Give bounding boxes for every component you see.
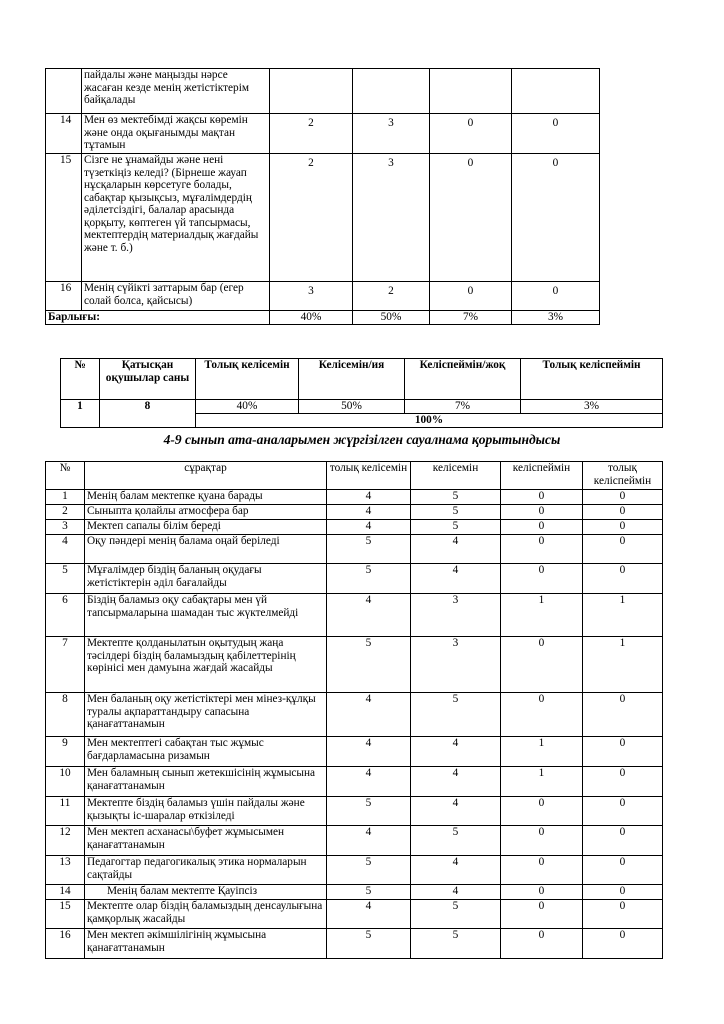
header-participants: Қатысқан оқушылар саны <box>100 359 196 400</box>
value-cell: 0 <box>512 154 600 282</box>
value-cell: 5 <box>327 535 411 564</box>
value-cell: 5 <box>327 797 411 826</box>
participants-count: 8 <box>100 400 196 428</box>
value-cell: 1 <box>501 594 583 637</box>
question-text: Педагогтар педагогикалық этика нормаларын сақтайды <box>85 856 327 885</box>
value-cell: 4 <box>411 564 501 594</box>
value-cell: 0 <box>501 929 583 959</box>
value-cell: 4 <box>411 856 501 885</box>
table-row <box>61 400 663 414</box>
value-cell: 2 <box>353 282 430 311</box>
value-cell: 0 <box>583 505 663 520</box>
table-row <box>46 797 663 826</box>
question-text: Мектепте біздің баламыз үшін пайдалы және қызықты іс-шаралар өткізіледі <box>85 797 327 826</box>
row-number: 10 <box>46 767 85 797</box>
row-number: 9 <box>46 737 85 767</box>
value-cell: 4 <box>327 767 411 797</box>
table-row <box>46 505 663 520</box>
value-cell: 0 <box>583 767 663 797</box>
header-row <box>46 462 663 490</box>
value-cell: 3 <box>411 594 501 637</box>
value-cell: 2 <box>270 154 353 282</box>
value-cell: 0 <box>430 154 512 282</box>
value-cell: 5 <box>411 693 501 737</box>
value-cell: 0 <box>583 826 663 856</box>
value-cell: 3 <box>353 114 430 154</box>
question-text: Менің балам мектепке қуана барады <box>85 490 327 505</box>
total-percent: 100% <box>196 414 663 428</box>
question-text: Сыныпта қолайлы атмосфера бар <box>85 505 327 520</box>
value-cell: 0 <box>501 637 583 693</box>
value-cell: 4 <box>327 505 411 520</box>
value-cell: 0 <box>583 737 663 767</box>
value-cell: 40% <box>196 400 299 414</box>
value-cell: 5 <box>327 856 411 885</box>
table-row <box>46 826 663 856</box>
total-row <box>46 311 600 325</box>
value-cell: 4 <box>327 594 411 637</box>
value-cell: 5 <box>411 929 501 959</box>
value-cell: 4 <box>327 520 411 535</box>
question-text: Мектепте олар біздің баламыздың денсаулығына қамқорлық жасайды <box>85 900 327 929</box>
row-number: 15 <box>46 154 82 282</box>
row-number: 1 <box>46 490 85 505</box>
header-fully-disagree: Толық келіспеймін <box>521 359 663 400</box>
header-questions: сұрақтар <box>85 462 327 490</box>
value-cell: 1 <box>583 594 663 637</box>
section-title: 4-9 сынып ата-аналарымен жүргізілген сауалнама қорытындысы <box>163 432 561 447</box>
survey-table-parents <box>45 461 663 959</box>
value-cell: 0 <box>583 535 663 564</box>
value-cell: 5 <box>327 564 411 594</box>
value-cell: 3% <box>521 400 663 414</box>
value-cell: 1 <box>583 637 663 693</box>
value-cell: 0 <box>512 282 600 311</box>
value-cell: 4 <box>411 535 501 564</box>
value-cell: 50% <box>299 400 405 414</box>
question-text: Мен мектептегі сабақтан тыс жұмыс бағдарламасына ризамын <box>85 737 327 767</box>
value-cell: 1 <box>501 737 583 767</box>
value-cell: 0 <box>501 856 583 885</box>
value-cell: 7% <box>405 400 521 414</box>
row-number: 4 <box>46 535 85 564</box>
header-disagree: Келіспеймін/жоқ <box>405 359 521 400</box>
question-text: Оқу пәндері менің балама оңай беріледі <box>85 535 327 564</box>
question-text: Менің сүйікті заттарым бар (егер солай болса, қайсысы) <box>82 282 270 311</box>
table-row <box>46 69 600 114</box>
value-cell: 4 <box>411 737 501 767</box>
row-number: 5 <box>46 564 85 594</box>
row-number <box>46 69 82 114</box>
question-text: Біздің баламыз оқу сабақтары мен үй тапсырмаларына шамадан тыс жүктелмейді <box>85 594 327 637</box>
question-text: Менің балам мектепте Қауіпсіз <box>85 885 327 900</box>
value-cell: 3 <box>411 637 501 693</box>
value-cell <box>430 69 512 114</box>
value-cell: 0 <box>583 797 663 826</box>
header-row <box>61 359 663 400</box>
question-text: Мұғалімдер біздің баланың оқудағы жетістіктерін әділ бағалайды <box>85 564 327 594</box>
table-row <box>46 693 663 737</box>
value-cell: 0 <box>501 490 583 505</box>
total-cell: 40% <box>270 311 353 325</box>
value-cell: 0 <box>583 885 663 900</box>
row-number: 8 <box>46 693 85 737</box>
table-row <box>46 520 663 535</box>
header-fully-agree: Толық келісемін <box>196 359 299 400</box>
value-cell: 0 <box>430 114 512 154</box>
value-cell: 4 <box>327 900 411 929</box>
table-row <box>46 900 663 929</box>
row-number: 14 <box>46 885 85 900</box>
value-cell <box>512 69 600 114</box>
question-text: Мектепте қолданылатын оқытудың жаңа тәсілдері біздің баламыздың қабілеттерінің көрінісі мен дамуына жағдай жасайды <box>85 637 327 693</box>
row-number: 7 <box>46 637 85 693</box>
question-text: Мен өз мектебімді жақсы көремін және онда оқығанымды мақтан тұтамын <box>82 114 270 154</box>
table-row <box>46 856 663 885</box>
question-text: пайдалы және маңызды нәрсе жасаған кезде менің жетістіктерім байқалады <box>82 69 270 114</box>
value-cell: 0 <box>583 856 663 885</box>
value-cell: 0 <box>583 929 663 959</box>
value-cell <box>353 69 430 114</box>
header-number: № <box>61 359 100 400</box>
value-cell: 4 <box>327 693 411 737</box>
value-cell: 1 <box>501 767 583 797</box>
header-agree: Келісемін/ия <box>299 359 405 400</box>
value-cell: 0 <box>501 900 583 929</box>
table-row <box>46 767 663 797</box>
value-cell: 0 <box>501 535 583 564</box>
row-number: 16 <box>46 282 82 311</box>
value-cell: 3 <box>270 282 353 311</box>
total-cell: 3% <box>512 311 600 325</box>
value-cell: 5 <box>327 885 411 900</box>
table-row <box>46 490 663 505</box>
total-cell: 50% <box>353 311 430 325</box>
table-row <box>46 282 600 311</box>
value-cell: 0 <box>501 826 583 856</box>
row-number: 3 <box>46 520 85 535</box>
header-disagree: келіспеймін <box>501 462 583 490</box>
question-text: Мен баламның сынып жетекшісінің жұмысына қанағаттанамын <box>85 767 327 797</box>
row-number: 16 <box>46 929 85 959</box>
value-cell: 4 <box>411 797 501 826</box>
table-row <box>46 114 600 154</box>
survey-table-students-continued <box>45 68 600 325</box>
value-cell: 5 <box>411 490 501 505</box>
row-number: 6 <box>46 594 85 637</box>
value-cell: 0 <box>501 564 583 594</box>
value-cell: 4 <box>411 767 501 797</box>
row-number: 12 <box>46 826 85 856</box>
value-cell: 4 <box>327 490 411 505</box>
table-row <box>46 637 663 693</box>
value-cell: 5 <box>411 826 501 856</box>
table-row <box>46 885 663 900</box>
value-cell: 3 <box>353 154 430 282</box>
value-cell: 0 <box>583 520 663 535</box>
row-number: 11 <box>46 797 85 826</box>
value-cell: 0 <box>501 520 583 535</box>
value-cell: 0 <box>501 693 583 737</box>
header-agree: келісемін <box>411 462 501 490</box>
value-cell: 5 <box>327 929 411 959</box>
value-cell: 0 <box>583 693 663 737</box>
row-number: 14 <box>46 114 82 154</box>
value-cell: 4 <box>327 737 411 767</box>
table-row <box>46 535 663 564</box>
total-label: Барлығы: <box>46 311 270 325</box>
table-row <box>46 564 663 594</box>
value-cell: 0 <box>501 797 583 826</box>
value-cell: 4 <box>327 826 411 856</box>
question-text: Мен мектеп әкімшілігінің жұмысына қанағаттанамын <box>85 929 327 959</box>
value-cell: 5 <box>411 520 501 535</box>
summary-table-students <box>60 358 663 428</box>
header-fully-disagree: толық келіспеймін <box>583 462 663 490</box>
question-text: Мектеп сапалы білім береді <box>85 520 327 535</box>
value-cell: 0 <box>501 505 583 520</box>
question-text: Сізге не ұнамайды және нені түзеткіңіз келеді? (Бірнеше жауап нұсқаларын көрсетуге болады, сабақтар қызықсыз, мұғалімдердің әділетсіздігі, балалар арасында қорқыту, көптеген үй тапсырмасы, мектептердің материалдық жағдайы және т. б.) <box>82 154 270 282</box>
value-cell <box>270 69 353 114</box>
value-cell: 5 <box>327 637 411 693</box>
value-cell: 0 <box>430 282 512 311</box>
value-cell: 2 <box>270 114 353 154</box>
table-row <box>46 929 663 959</box>
table-row <box>46 594 663 637</box>
table-row <box>46 737 663 767</box>
header-fully-agree: толық келісемін <box>327 462 411 490</box>
question-text: Мен баланың оқу жетістіктері мен мінез-құлқы туралы ақпараттандыру сапасына қанағаттанамын <box>85 693 327 737</box>
question-text: Мен мектеп асханасы\буфет жұмысымен қанағаттанамын <box>85 826 327 856</box>
table-row <box>46 154 600 282</box>
value-cell: 0 <box>583 490 663 505</box>
value-cell: 4 <box>411 885 501 900</box>
value-cell: 0 <box>583 900 663 929</box>
value-cell: 0 <box>512 114 600 154</box>
value-cell: 0 <box>501 885 583 900</box>
value-cell: 0 <box>583 564 663 594</box>
row-number: 1 <box>61 400 100 428</box>
value-cell: 5 <box>411 900 501 929</box>
total-cell: 7% <box>430 311 512 325</box>
header-number: № <box>46 462 85 490</box>
row-number: 13 <box>46 856 85 885</box>
value-cell: 5 <box>411 505 501 520</box>
row-number: 2 <box>46 505 85 520</box>
row-number: 15 <box>46 900 85 929</box>
